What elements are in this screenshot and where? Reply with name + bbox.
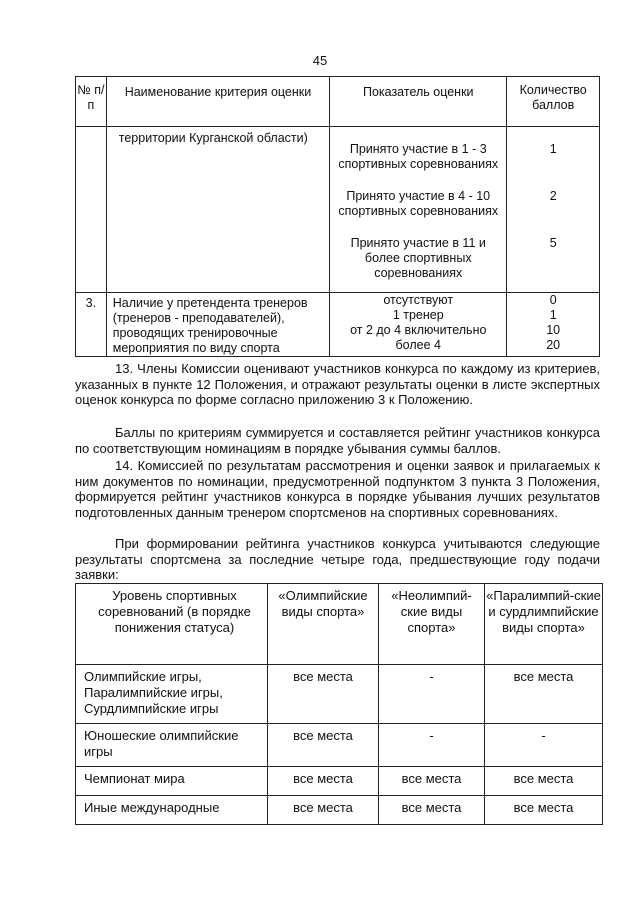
non-olympic-value: все места	[379, 767, 485, 796]
olympic-value: все места	[268, 796, 379, 825]
paragraph-14: 14. Комиссией по результатам рассмотрения и оценки заявок и прилагаемых к ним документов по номинации, предусмотренной подпунктом 3 пункта 3 Положения, формируется рейтинг участников конкурса в порядке убывания лучших результатов подготовленных данным тренером спортсменов на спортивных соревнованиях.	[75, 458, 600, 520]
paralympic-value: все места	[485, 665, 603, 724]
score: 0	[549, 293, 557, 307]
olympic-value: все места	[268, 665, 379, 724]
indicator: более 4	[395, 338, 441, 352]
criteria-header-row	[76, 77, 600, 127]
paralympic-value: все места	[485, 796, 603, 825]
indicator: отсутствуют	[383, 293, 454, 307]
score-cell	[507, 127, 600, 293]
level-name: Чемпионат мира	[76, 767, 268, 796]
criterion-name	[106, 293, 329, 357]
score: 1	[549, 308, 557, 322]
score: 1	[549, 142, 557, 156]
indicator: Принято участие в 1 - 3 спортивных соревнованиях	[338, 142, 499, 171]
paralympic-value: все места	[485, 767, 603, 796]
header-points: Количество баллов	[507, 77, 600, 127]
score: 10	[546, 323, 561, 337]
indicator: 1 тренер	[392, 308, 444, 322]
criterion-continuation: территории Курганской области)	[118, 131, 308, 145]
row-number: 3.	[76, 293, 107, 357]
score: 5	[549, 236, 557, 250]
table-row	[76, 796, 603, 825]
indicator: Принято участие в 4 - 10 спортивных соревнованиях	[338, 189, 499, 218]
header-indicator: Показатель оценки	[330, 77, 507, 127]
header-number: № п/п	[76, 77, 107, 127]
header-criterion: Наименование критерия оценки	[106, 77, 329, 127]
indicator: от 2 до 4 включительно	[350, 323, 487, 337]
criterion-text: Наличие у претендента тренеров (тренеров - преподавателей), проводящих тренировочные мероприятия по виду спорта	[112, 296, 308, 355]
header-paralympic: «Паралимпий-ские и сурдлимпийские виды спорта»	[485, 584, 603, 665]
score: 2	[549, 189, 557, 203]
paragraph-13: 13. Члены Комиссии оценивают участников конкурса по каждому из критериев, указанных в пункте 12 Положения, и отражают результаты оценки в листе экспертных оценок конкурса по форме согласно приложению 3 к Положению.	[75, 361, 600, 407]
levels-header-row	[76, 584, 603, 665]
table-row	[76, 724, 603, 767]
score: 20	[546, 338, 561, 352]
page-number: 45	[312, 53, 328, 68]
olympic-value: все места	[268, 724, 379, 767]
header-level: Уровень спортивных соревнований (в порядке понижения статуса)	[76, 584, 268, 665]
non-olympic-value: -	[379, 724, 485, 767]
table-row	[76, 767, 603, 796]
indicator-cell	[330, 127, 507, 293]
criteria-table	[75, 76, 600, 357]
olympic-value: все места	[268, 767, 379, 796]
competition-levels-table	[75, 583, 603, 825]
table-row	[76, 665, 603, 724]
paragraph-points: Баллы по критериям суммируется и составляется рейтинг участников конкурса по соответствующим номинациям в порядке убывания суммы баллов.	[75, 425, 600, 456]
indicator: Принято участие в 11 и более спортивных соревнованиях	[350, 236, 486, 280]
indicator-cell	[330, 293, 507, 357]
header-non-olympic: «Неолимпий-ские виды спорта»	[379, 584, 485, 665]
non-olympic-value: -	[379, 665, 485, 724]
paralympic-value: -	[485, 724, 603, 767]
table-row	[76, 127, 600, 293]
row-number	[76, 127, 107, 293]
table-row	[76, 293, 600, 357]
score-cell	[507, 293, 600, 357]
level-name: Олимпийские игры, Паралимпийские игры, Сурдлимпийские игры	[76, 665, 268, 724]
level-name: Иные международные	[76, 796, 268, 825]
criterion-name	[106, 127, 329, 293]
non-olympic-value: все места	[379, 796, 485, 825]
level-name: Юношеские олимпийские игры	[76, 724, 268, 767]
paragraph-rating: При формировании рейтинга участников конкурса учитываются следующие результаты спортсмена за последние четыре года, предшествующие году подачи заявки:	[75, 536, 600, 582]
header-olympic: «Олимпийские виды спорта»	[268, 584, 379, 665]
